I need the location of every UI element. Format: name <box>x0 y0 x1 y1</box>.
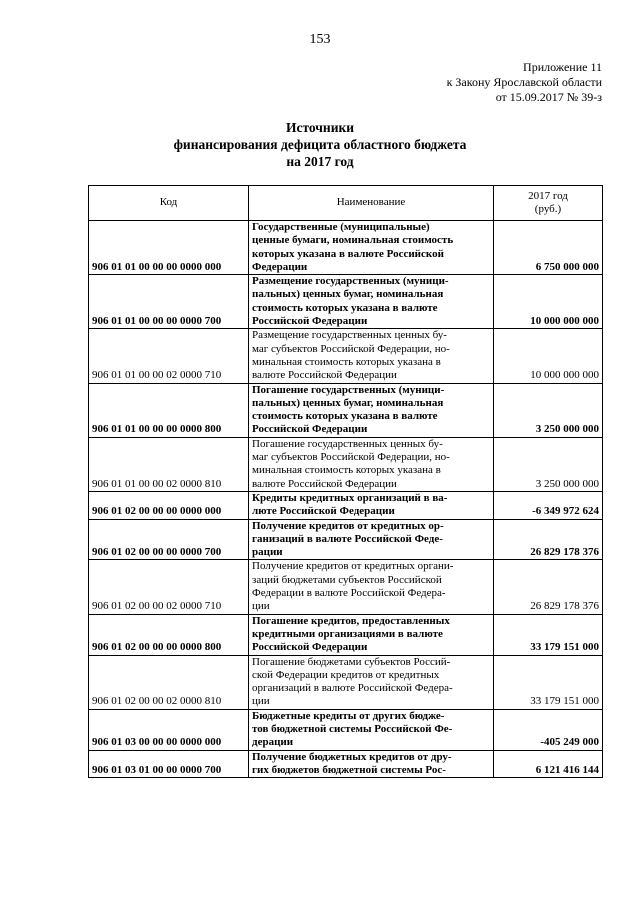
row-name-line: Бюджетные кредиты от других бюдже- <box>252 709 445 722</box>
table-row <box>89 750 603 778</box>
row-name <box>249 750 494 778</box>
row-code: 906 01 01 00 00 02 0000 810 <box>89 437 249 491</box>
row-name-line: пальных) ценных бумаг, номинальная <box>252 288 444 301</box>
table-row <box>89 560 603 614</box>
row-name-line: минальная стоимость которых указана в <box>252 464 441 477</box>
row-amount: 3 250 000 000 <box>494 383 603 437</box>
row-amount: 6 121 416 144 <box>494 750 603 778</box>
row-code: 906 01 01 00 00 00 0000 000 <box>89 221 249 275</box>
table-row <box>89 329 603 383</box>
row-amount: 26 829 178 376 <box>494 519 603 560</box>
row-code: 906 01 02 00 00 02 0000 810 <box>89 655 249 709</box>
row-name-line: ции <box>252 600 270 613</box>
appendix-line-2: к Закону Ярославской области <box>446 75 602 89</box>
row-name-line: ценные бумаги, номинальная стоимость <box>252 234 454 247</box>
row-name-line: Получение кредитов от кредитных органи- <box>252 560 454 573</box>
row-name-line: организаций в валюте Российской Федера- <box>252 682 453 695</box>
row-name-line: дерации <box>252 736 294 749</box>
row-name-line: Погашение государственных (муници- <box>252 383 445 396</box>
title-line-2: финансирования дефицита областного бюджета <box>173 137 467 152</box>
header-amount-unit: (руб.) <box>534 203 562 215</box>
row-amount: -405 249 000 <box>494 709 603 750</box>
row-name-line: ции <box>252 695 270 708</box>
row-name-line: маг субъектов Российской Федерации, но- <box>252 342 450 355</box>
table-header-row <box>89 186 603 221</box>
table-row <box>89 221 603 275</box>
sources-table <box>88 185 603 778</box>
table-row <box>89 275 603 329</box>
row-amount: -6 349 972 624 <box>494 491 603 519</box>
row-amount: 3 250 000 000 <box>494 437 603 491</box>
row-name <box>249 655 494 709</box>
row-name-line: минальная стоимость которых указана в <box>252 355 441 368</box>
row-name-line: Кредиты кредитных организаций в ва- <box>252 491 448 504</box>
row-name-line: Погашение кредитов, предоставленных <box>252 614 450 627</box>
table-row <box>89 491 603 519</box>
row-name-line: люте Российской Федерации <box>252 505 395 518</box>
row-amount: 26 829 178 376 <box>494 560 603 614</box>
row-name-line: Российской Федерации <box>252 315 368 328</box>
row-name-line: Государственные (муниципальные) <box>252 221 430 233</box>
row-name-line: заций бюджетами субъектов Российской <box>252 573 442 586</box>
row-amount: 33 179 151 000 <box>494 614 603 655</box>
row-name <box>249 221 494 275</box>
table-row <box>89 383 603 437</box>
row-name <box>249 275 494 329</box>
row-name-line: тов бюджетной системы Российской Фе- <box>252 722 453 735</box>
row-name-line: пальных) ценных бумаг, номинальная <box>252 396 444 409</box>
row-name-line: Размещение государственных ценных бу- <box>252 329 447 342</box>
row-name <box>249 437 494 491</box>
row-name <box>249 519 494 560</box>
table-row <box>89 709 603 750</box>
page-number: 153 <box>309 32 331 47</box>
row-amount: 10 000 000 000 <box>494 275 603 329</box>
title-line-1: Источники <box>285 120 355 135</box>
row-code: 906 01 03 00 00 00 0000 000 <box>89 709 249 750</box>
table-row <box>89 437 603 491</box>
row-amount: 33 179 151 000 <box>494 655 603 709</box>
row-amount: 6 750 000 000 <box>494 221 603 275</box>
appendix-line-1: Приложение 11 <box>523 60 602 74</box>
row-amount: 10 000 000 000 <box>494 329 603 383</box>
row-name-line: Погашение государственных ценных бу- <box>252 437 443 450</box>
row-name-line: валюте Российской Федерации <box>252 477 397 490</box>
row-name-line: Получение бюджетных кредитов от дру- <box>252 750 452 763</box>
row-name-line: Получение кредитов от кредитных ор- <box>252 519 444 532</box>
row-name-line: гих бюджетов бюджетной системы Рос- <box>252 763 446 776</box>
row-name-line: стоимость которых указана в валюте <box>252 410 438 423</box>
row-name-line: стоимость которых указана в валюте <box>252 301 438 314</box>
title-line-3: на 2017 год <box>286 154 354 169</box>
row-name-line: ской Федерации кредитов от кредитных <box>252 668 440 681</box>
header-code: Код <box>89 186 249 221</box>
table-row <box>89 614 603 655</box>
row-code: 906 01 01 00 00 00 0000 800 <box>89 383 249 437</box>
row-name-line: рации <box>252 546 283 559</box>
table-row <box>89 655 603 709</box>
row-name-line: кредитными организациями в валюте <box>252 627 443 640</box>
header-name: Наименование <box>249 186 494 221</box>
row-code: 906 01 01 00 00 00 0000 700 <box>89 275 249 329</box>
row-name-line: Российской Федерации <box>252 423 368 436</box>
header-amount-year: 2017 год <box>528 189 568 202</box>
row-name-line: Размещение государственных (муници- <box>252 275 449 288</box>
header-amount <box>494 186 603 221</box>
row-code: 906 01 02 00 00 00 0000 700 <box>89 519 249 560</box>
row-name <box>249 383 494 437</box>
table-row <box>89 519 603 560</box>
document-title <box>0 119 640 170</box>
row-name-line: которых указана в валюте Российской <box>252 247 444 260</box>
row-name-line: Погашение бюджетами субъектов Россий- <box>252 655 451 668</box>
row-code: 906 01 03 01 00 00 0000 700 <box>89 750 249 778</box>
row-name <box>249 329 494 383</box>
row-name-line: Федерации <box>252 260 308 273</box>
row-name <box>249 709 494 750</box>
row-name <box>249 491 494 519</box>
row-code: 906 01 02 00 00 00 0000 000 <box>89 491 249 519</box>
row-name <box>249 560 494 614</box>
row-code: 906 01 01 00 00 02 0000 710 <box>89 329 249 383</box>
row-name-line: валюте Российской Федерации <box>252 369 397 382</box>
appendix-note <box>447 60 602 105</box>
row-name-line: ганизаций в валюте Российской Феде- <box>252 532 443 545</box>
row-name <box>249 614 494 655</box>
row-name-line: Российской Федерации <box>252 641 368 654</box>
row-name-line: Федерации в валюте Российской Федера- <box>252 587 446 600</box>
row-code: 906 01 02 00 00 02 0000 710 <box>89 560 249 614</box>
row-name-line: маг субъектов Российской Федерации, но- <box>252 451 450 464</box>
appendix-line-3: от 15.09.2017 № 39-з <box>495 90 602 104</box>
row-code: 906 01 02 00 00 00 0000 800 <box>89 614 249 655</box>
